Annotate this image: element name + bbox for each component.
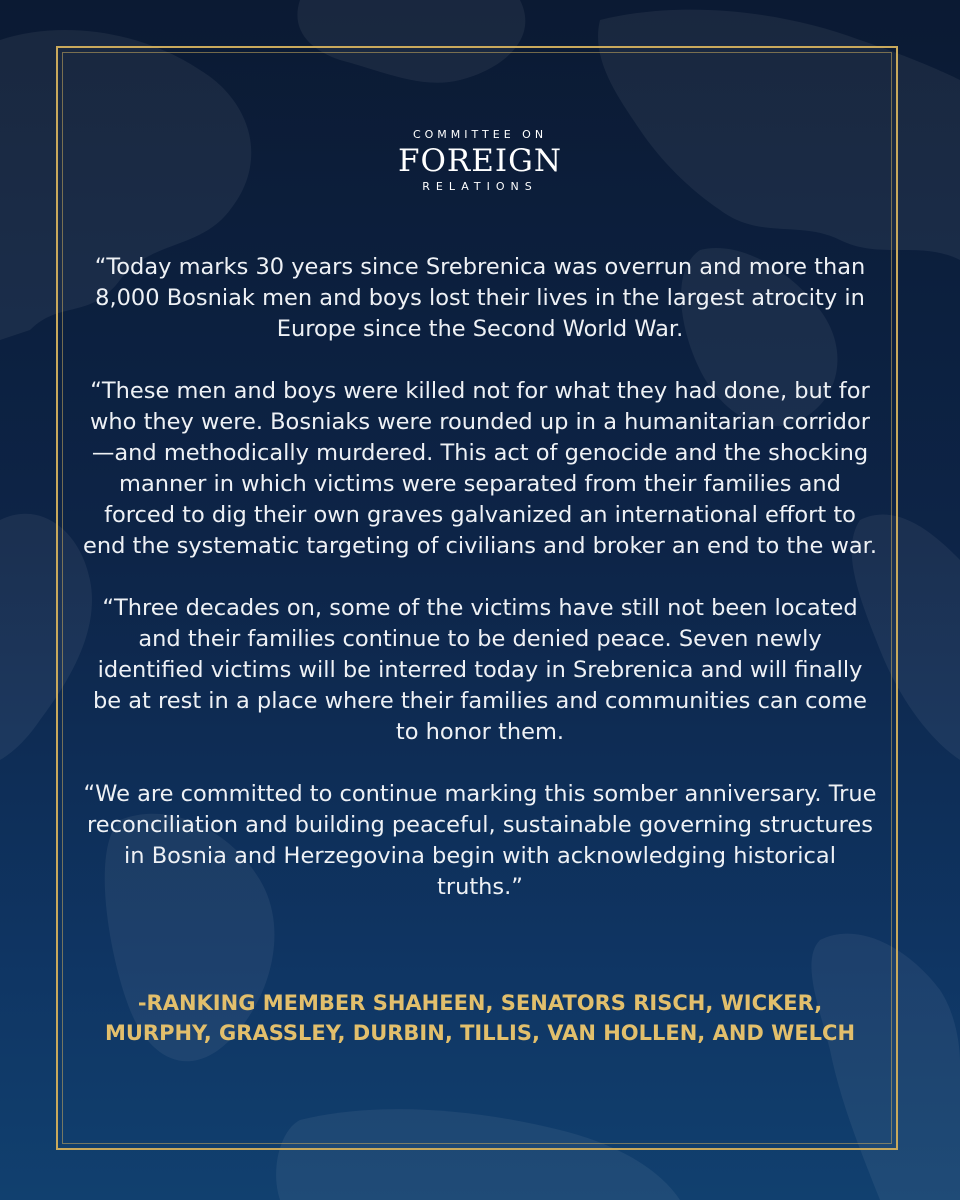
logo-top-line: COMMITTEE ON <box>412 128 548 141</box>
statement-paragraph-1: “Today marks 30 years since Srebrenica was overrun and more than 8,000 Bosniak men and boys lost their lives in the largest atrocity in Europe since the Second World War. <box>94 254 866 342</box>
statement-paragraph-4: “We are committed to continue marking this somber anniversary. True reconciliation and building peaceful, sustainable governing structures in Bosnia and Herzegovina begin with acknowledging historical truths.” <box>83 781 877 900</box>
statement-body <box>82 252 878 934</box>
logo-bottom-line: RELATIONS <box>422 180 538 193</box>
statement-paragraph-3: “Three decades on, some of the victims have still not been located and their families continue to be denied peace. Seven newly identified victims will be interred today in Srebrenica and will finally be at rest in a place where their families and communities can come to honor them. <box>92 595 868 745</box>
logo-main-word: FOREIGN <box>397 143 563 179</box>
committee-logo <box>0 128 960 194</box>
attribution-line: -RANKING MEMBER SHAHEEN, SENATORS RISCH, WICKER, MURPHY, GRASSLEY, DURBIN, TILLIS, VAN HOLLEN, AND WELCH <box>104 991 856 1045</box>
statement-paragraph-2: “These men and boys were killed not for what they had done, but for who they were. Bosniaks were rounded up in a humanitarian corridor—and methodically murdered. This act of genocide and the shocking manner in which victims were separated from their families and forced to dig their own graves galvanized an international effort to end the systematic targeting of civilians and broker an end to the war. <box>83 378 877 559</box>
